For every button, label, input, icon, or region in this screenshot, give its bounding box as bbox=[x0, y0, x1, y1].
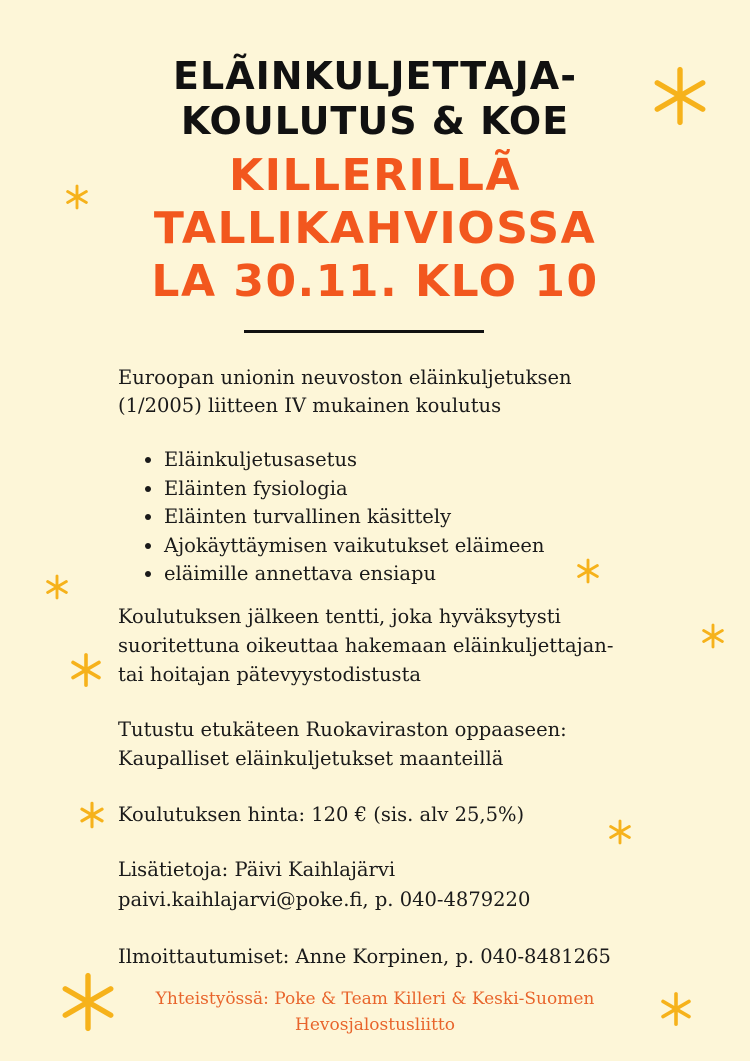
exam-line-2: suoritettuna oikeuttaa hakemaan eläinkuljettajan- bbox=[118, 634, 614, 657]
event-datetime: LA 30.11. KLO 10 bbox=[151, 256, 599, 307]
title-line-1: ELÃINKULJETTAJA- bbox=[173, 54, 577, 98]
sparkle-star-icon bbox=[650, 64, 710, 128]
sparkle-star-icon bbox=[64, 183, 90, 211]
guide-line-2: Kaupalliset eläinkuljetukset maanteillä bbox=[118, 747, 504, 770]
sparkle-star-icon bbox=[700, 622, 726, 650]
list-item: • eläimille annettava ensiapu bbox=[164, 560, 545, 589]
exam-line-3: tai hoitajan pätevyystodistusta bbox=[118, 663, 422, 686]
intro-line-1: Euroopan unionin neuvoston eläinkuljetuksen bbox=[118, 366, 572, 389]
footer-line-2: Hevosjalostusliitto bbox=[295, 1015, 455, 1035]
list-item: • Eläinkuljetusasetus bbox=[164, 446, 545, 475]
guide-line-1: Tutustu etukäteen Ruokaviraston oppaaseen: bbox=[118, 718, 567, 741]
sparkle-star-icon bbox=[658, 990, 694, 1028]
price-text: Koulutuksen hinta: 120 € (sis. alv 25,5%) bbox=[118, 803, 525, 826]
registration-text: Ilmoittautumiset: Anne Korpinen, p. 040-8481265 bbox=[118, 945, 611, 968]
title-line-2: KOULUTUS & KOE bbox=[180, 99, 570, 143]
sparkle-star-icon bbox=[78, 800, 106, 830]
divider bbox=[244, 330, 484, 333]
sparkle-star-icon bbox=[44, 573, 70, 601]
exam-line-1: Koulutuksen jälkeen tentti, joka hyväksytysti bbox=[118, 605, 561, 628]
venue-line-2: TALLIKAHVIOSSA bbox=[153, 203, 597, 254]
venue-line-1: KILLERILLÃ bbox=[229, 150, 521, 201]
sparkle-star-icon bbox=[58, 970, 118, 1034]
list-item: • Ajokäyttäymisen vaikutukset eläimeen bbox=[164, 532, 545, 561]
sparkle-star-icon bbox=[575, 557, 601, 585]
footer-line-1: Yhteistyössä: Poke & Team Killeri & Keski-Suomen bbox=[155, 989, 595, 1009]
list-item: • Eläinten turvallinen käsittely bbox=[164, 503, 545, 532]
list-item: • Eläinten fysiologia bbox=[164, 475, 545, 504]
sparkle-star-icon bbox=[68, 651, 104, 689]
contact-line-2: paivi.kaihlajarvi@poke.fi, p. 040-4879220 bbox=[118, 888, 531, 911]
contact-line-1: Lisätietoja: Päivi Kaihlajärvi bbox=[118, 858, 396, 881]
topic-list bbox=[140, 446, 545, 589]
intro-line-2: (1/2005) liitteen IV mukainen koulutus bbox=[118, 394, 502, 417]
sparkle-star-icon bbox=[607, 818, 633, 846]
